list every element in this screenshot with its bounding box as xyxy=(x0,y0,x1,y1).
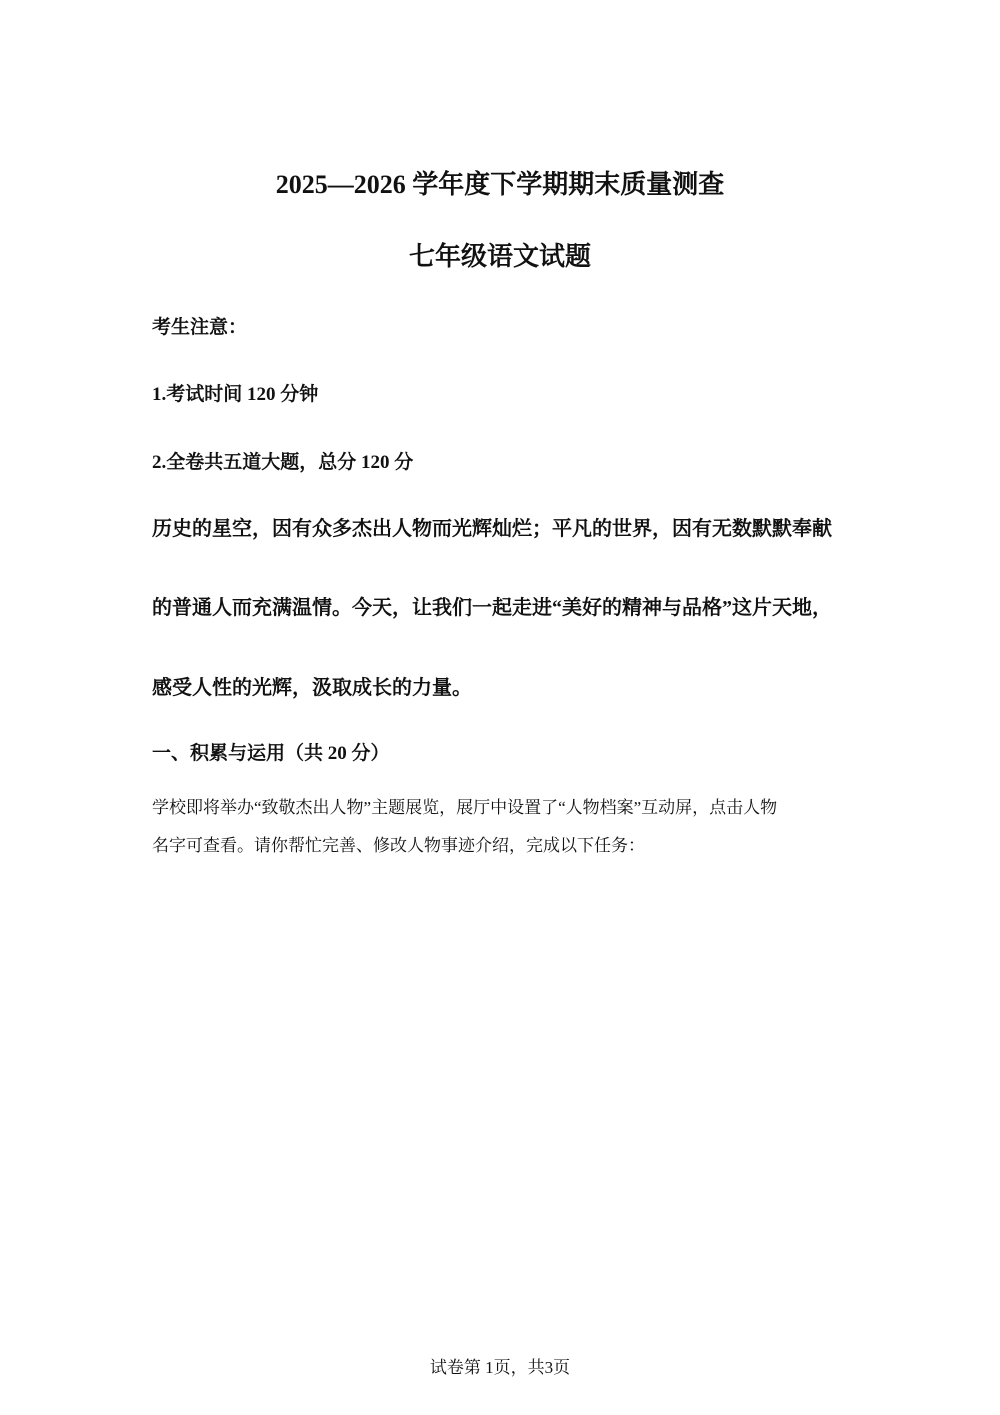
notice-item-time: 1.考试时间 120 分钟 xyxy=(152,384,319,405)
intro-line: 历史的星空，因有众多杰出人物而光辉灿烂；平凡的世界，因有无数默默奉献 xyxy=(152,518,832,540)
notice-item-score: 2.全卷共五道大题，总分 120 分 xyxy=(152,452,414,473)
section-body-line: 学校即将举办“致敬杰出人物”主题展览，展厅中设置了“人物档案”互动屏，点击人物 xyxy=(152,798,778,817)
notice-heading: 考生注意： xyxy=(152,317,248,338)
section-heading: 一、积累与运用（共 20 分） xyxy=(152,743,390,764)
intro-line: 感受人性的光辉，汲取成长的力量。 xyxy=(152,677,472,699)
page-footer: 试卷第 1页，共3页 xyxy=(429,1358,571,1377)
section-body-line: 名字可查看。请你帮忙完善、修改人物事迹介绍，完成以下任务： xyxy=(152,836,645,855)
exam-subtitle: 七年级语文试题 xyxy=(408,242,591,271)
intro-line: 的普通人而充满温情。今天，让我们一起走进“美好的精神与品格”这片天地， xyxy=(152,597,832,619)
exam-title: 2025—2026 学年度下学期期末质量测查 xyxy=(275,170,725,199)
